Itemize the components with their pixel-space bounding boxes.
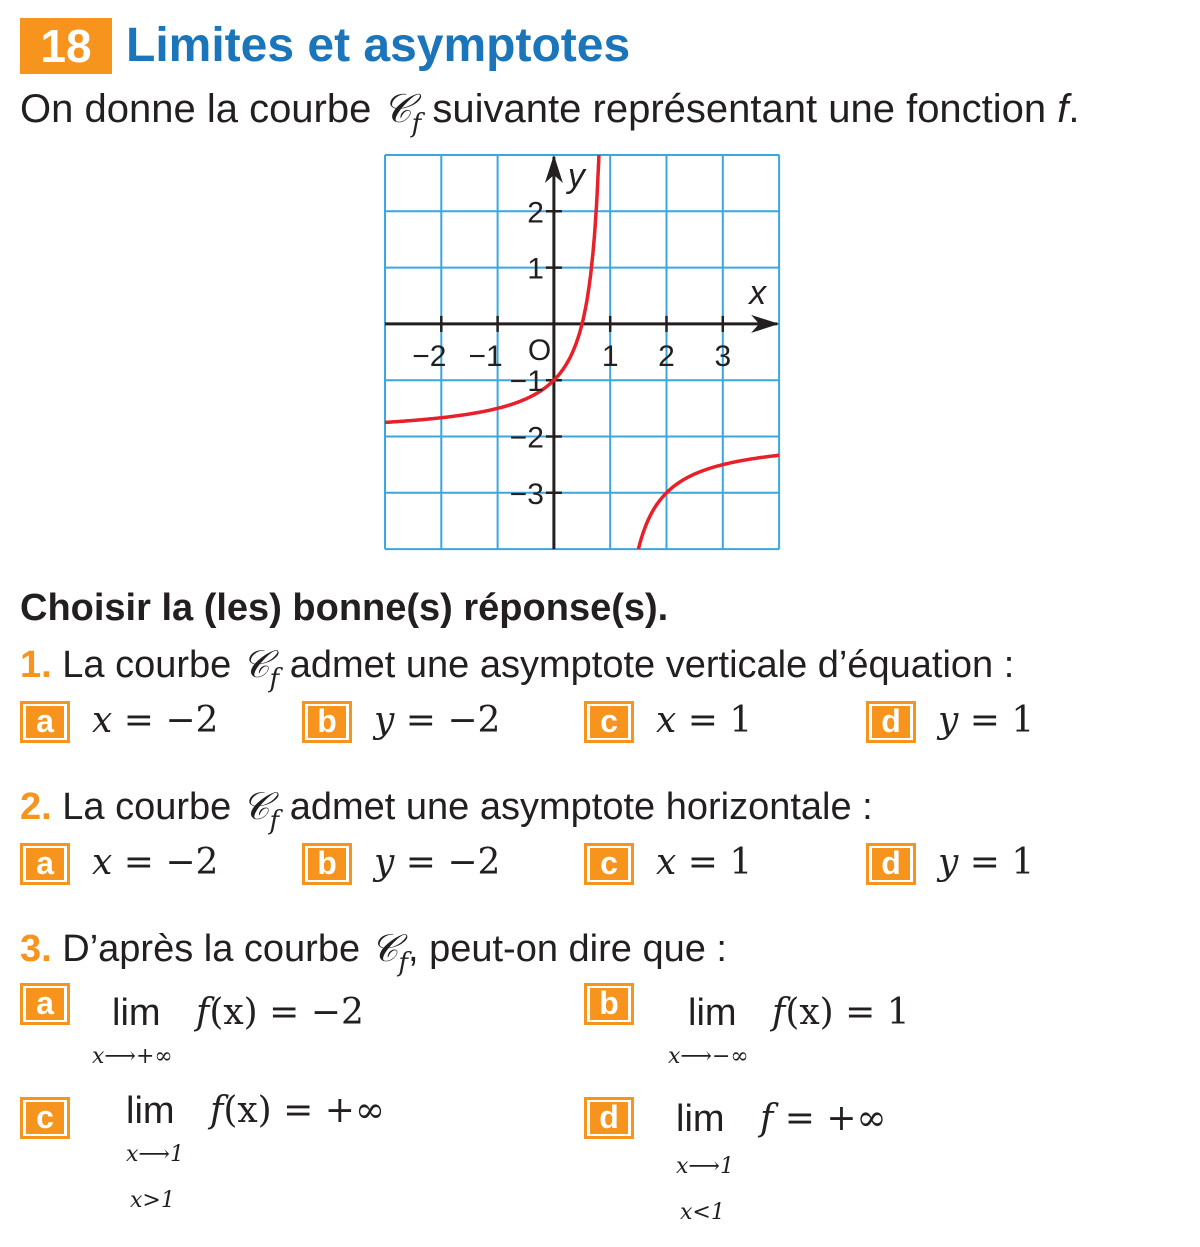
option-argument: (x) [209, 992, 258, 1033]
question-3-option-d-limit-condition: x<1 [680, 1200, 725, 1225]
curve-symbol: 𝒞 [382, 86, 412, 132]
option-letter: a [26, 988, 64, 1020]
option-letter: c [590, 848, 628, 880]
option-letter: d [590, 1102, 628, 1134]
curve-symbol: 𝒞 [370, 926, 399, 970]
question-1-option-c-text [656, 699, 752, 743]
option-variable: y [938, 842, 959, 883]
question-3-number: 3. [20, 928, 52, 970]
curve-subscript: f [398, 948, 408, 978]
option-letter: d [872, 706, 910, 738]
graph-curves [382, 0, 779, 549]
option-value: = 1 [676, 700, 753, 741]
question-3-option-b-box[interactable] [584, 983, 634, 1025]
question-1-option-d-box[interactable] [866, 701, 916, 743]
option-value: = −2 [112, 700, 219, 741]
option-function: f [210, 1090, 224, 1131]
y-tick-label: −1 [509, 365, 544, 399]
option-variable: x [92, 700, 113, 741]
option-value: = 1 [676, 842, 753, 883]
question-2-number: 2. [20, 786, 52, 828]
y-axis-label: y [567, 157, 585, 195]
question-3 [20, 922, 727, 989]
question-3-option-b-lim: lim [688, 992, 737, 1034]
intro-func: f [1057, 87, 1069, 131]
option-value: = −2 [394, 842, 501, 883]
option-value: = 1 [958, 842, 1035, 883]
option-letter: a [26, 848, 64, 880]
function-graph [0, 0, 1200, 560]
option-letter: b [308, 848, 346, 880]
question-3-option-d-box[interactable] [584, 1097, 634, 1139]
x-tick-label: 3 [714, 339, 732, 373]
curve-subscript: f [411, 109, 422, 139]
option-value: = −2 [394, 700, 501, 741]
option-argument: (x) [785, 992, 834, 1033]
question-2-option-a-text [92, 841, 218, 885]
y-tick-label: 2 [527, 196, 544, 230]
question-2-option-a-box[interactable] [20, 843, 70, 885]
question-1-option-a-text [92, 699, 218, 743]
x-tick-label: 1 [601, 339, 619, 373]
question-3-before: D’après la courbe [62, 928, 361, 970]
option-value: = +∞ [271, 1090, 385, 1131]
x-axis-label: x [749, 273, 767, 312]
option-value: = −2 [112, 842, 219, 883]
option-letter: c [26, 1102, 64, 1134]
question-3-option-c-limit-subscript: x⟶1 [126, 1142, 184, 1167]
curve-right-branch [638, 455, 779, 549]
question-1 [20, 638, 1014, 705]
question-3-after: , peut-on dire que : [407, 928, 727, 970]
question-1-option-d-text [938, 699, 1034, 743]
question-1-option-c-box[interactable] [584, 701, 634, 743]
exercise-number-badge: 18 [20, 18, 112, 74]
question-2-before: La courbe [62, 786, 232, 828]
curve-symbol: 𝒞 [241, 642, 270, 686]
question-2-option-c-box[interactable] [584, 843, 634, 885]
question-2-after: admet une asymptote horizontale : [289, 786, 873, 828]
option-variable: y [938, 700, 959, 741]
curve-symbol: 𝒞 [241, 784, 270, 828]
option-value: = 1 [958, 700, 1035, 741]
option-function: f [760, 1098, 774, 1139]
option-variable: x [656, 842, 677, 883]
question-3-option-b-expression [772, 990, 910, 1036]
curve-subscript: f [269, 806, 280, 836]
question-3-option-c-box[interactable] [20, 1097, 70, 1139]
x-tick-label: −1 [468, 339, 503, 373]
question-3-option-d-limit-subscript: x⟶1 [676, 1154, 734, 1179]
intro-end: . [1068, 87, 1080, 131]
question-2-option-b-text [374, 841, 500, 885]
question-2-option-d-box[interactable] [866, 843, 916, 885]
option-value: = +∞ [773, 1098, 887, 1139]
option-letter: c [590, 706, 628, 738]
intro-before: On donne la courbe [20, 87, 372, 131]
option-letter: d [872, 848, 910, 880]
instruction: Choisir la (les) bonne(s) réponse(s). [20, 587, 669, 629]
option-variable: y [374, 842, 395, 883]
question-3-option-b-limit-subscript: x⟶−∞ [668, 1044, 749, 1069]
question-3-option-a-limit-subscript: x⟶+∞ [92, 1044, 173, 1069]
option-letter: b [590, 988, 628, 1020]
question-2-option-c-text [656, 841, 752, 885]
option-variable: y [374, 700, 395, 741]
question-3-option-c-lim: lim [126, 1090, 175, 1132]
question-3-option-a-box[interactable] [20, 983, 70, 1025]
question-3-option-a-lim: lim [112, 992, 161, 1034]
graph-labels [412, 157, 767, 511]
option-variable: x [656, 700, 677, 741]
exercise-title: Limites et asymptotes [126, 19, 631, 72]
question-1-after: admet une asymptote verticale d’équation : [289, 644, 1015, 686]
question-2-option-b-box[interactable] [302, 843, 352, 885]
question-1-option-b-text [374, 699, 500, 743]
curve-subscript: f [269, 664, 280, 694]
option-variable: x [92, 842, 113, 883]
question-3-option-c-expression [210, 1088, 385, 1134]
question-3-option-c-limit-condition: x>1 [130, 1188, 175, 1213]
option-argument: (x) [223, 1090, 272, 1131]
intro-after: suivante représentant une fonction [432, 87, 1047, 131]
y-tick-label: 1 [527, 252, 544, 286]
question-1-option-b-box[interactable] [302, 701, 352, 743]
option-letter: b [308, 706, 346, 738]
option-function: f [196, 992, 210, 1033]
option-function: f [772, 992, 786, 1033]
option-letter: a [26, 706, 64, 738]
question-3-option-d-expression [760, 1096, 887, 1142]
option-value: = −2 [257, 992, 364, 1033]
question-1-number: 1. [20, 644, 52, 686]
y-tick-label: −2 [509, 421, 544, 455]
question-2-option-d-text [938, 841, 1034, 885]
option-value: = 1 [833, 992, 910, 1033]
question-2 [20, 780, 873, 847]
y-tick-label: −3 [509, 477, 544, 511]
x-tick-label: 2 [658, 339, 675, 373]
question-3-option-a-expression [196, 990, 364, 1036]
x-tick-label: −2 [412, 339, 447, 373]
question-1-before: La courbe [62, 644, 232, 686]
question-1-option-a-box[interactable] [20, 701, 70, 743]
origin-label: O [527, 333, 552, 367]
question-3-option-d-lim: lim [676, 1098, 725, 1140]
